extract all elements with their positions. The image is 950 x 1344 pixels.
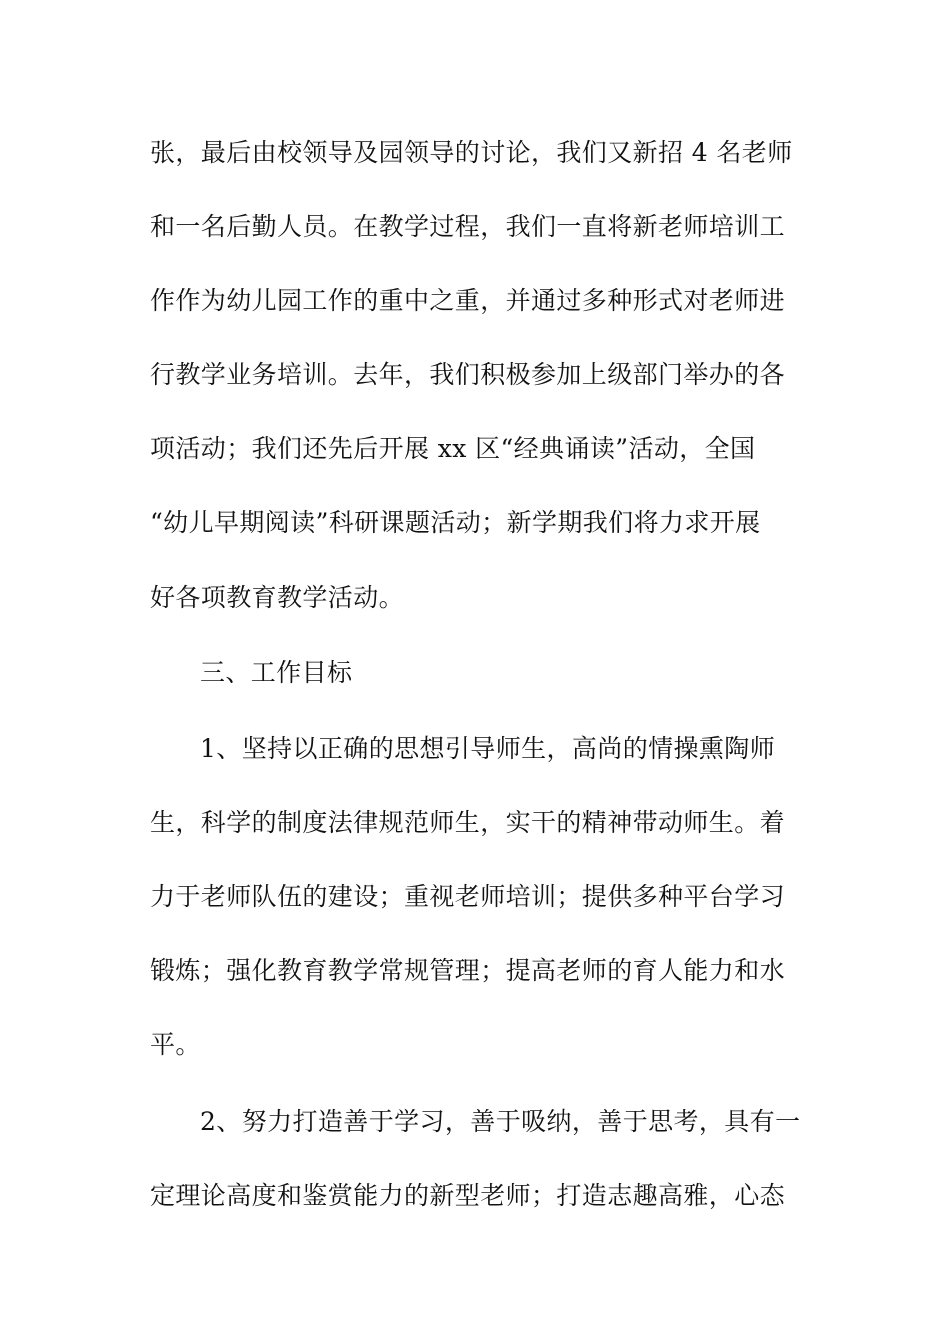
text-line: 平。: [150, 1030, 201, 1059]
text-line: 张，最后由校领导及园领导的讨论，我们又新招 4 名老师: [150, 138, 793, 167]
text-line: 生，科学的制度法律规范师生，实干的精神带动师生。着: [150, 808, 786, 837]
text-line: 作作为幼儿园工作的重中之重，并通过多种形式对老师进: [150, 286, 786, 315]
text-line: 和一名后勤人员。在教学过程，我们一直将新老师培训工: [150, 212, 786, 241]
text-line: 2、努力打造善于学习，善于吸纳，善于思考，具有一: [200, 1107, 801, 1136]
text-line: 1、坚持以正确的思想引导师生，高尚的情操熏陶师: [200, 734, 776, 763]
text-line: 项活动；我们还先后开展 xx 区“经典诵读”活动，全国: [150, 434, 756, 463]
text-line: “幼儿早期阅读”科研课题活动；新学期我们将力求开展: [150, 508, 761, 537]
text-line: 定理论高度和鉴赏能力的新型老师；打造志趣高雅，心态: [150, 1181, 786, 1210]
section-heading: 三、工作目标: [200, 658, 353, 687]
text-line: 好各项教育教学活动。: [150, 583, 405, 612]
text-line: 锻炼；强化教育教学常规管理；提高老师的育人能力和水: [150, 956, 786, 985]
text-line: 行教学业务培训。去年，我们积极参加上级部门举办的各: [150, 360, 786, 389]
text-line: 力于老师队伍的建设；重视老师培训；提供多种平台学习: [150, 882, 786, 911]
